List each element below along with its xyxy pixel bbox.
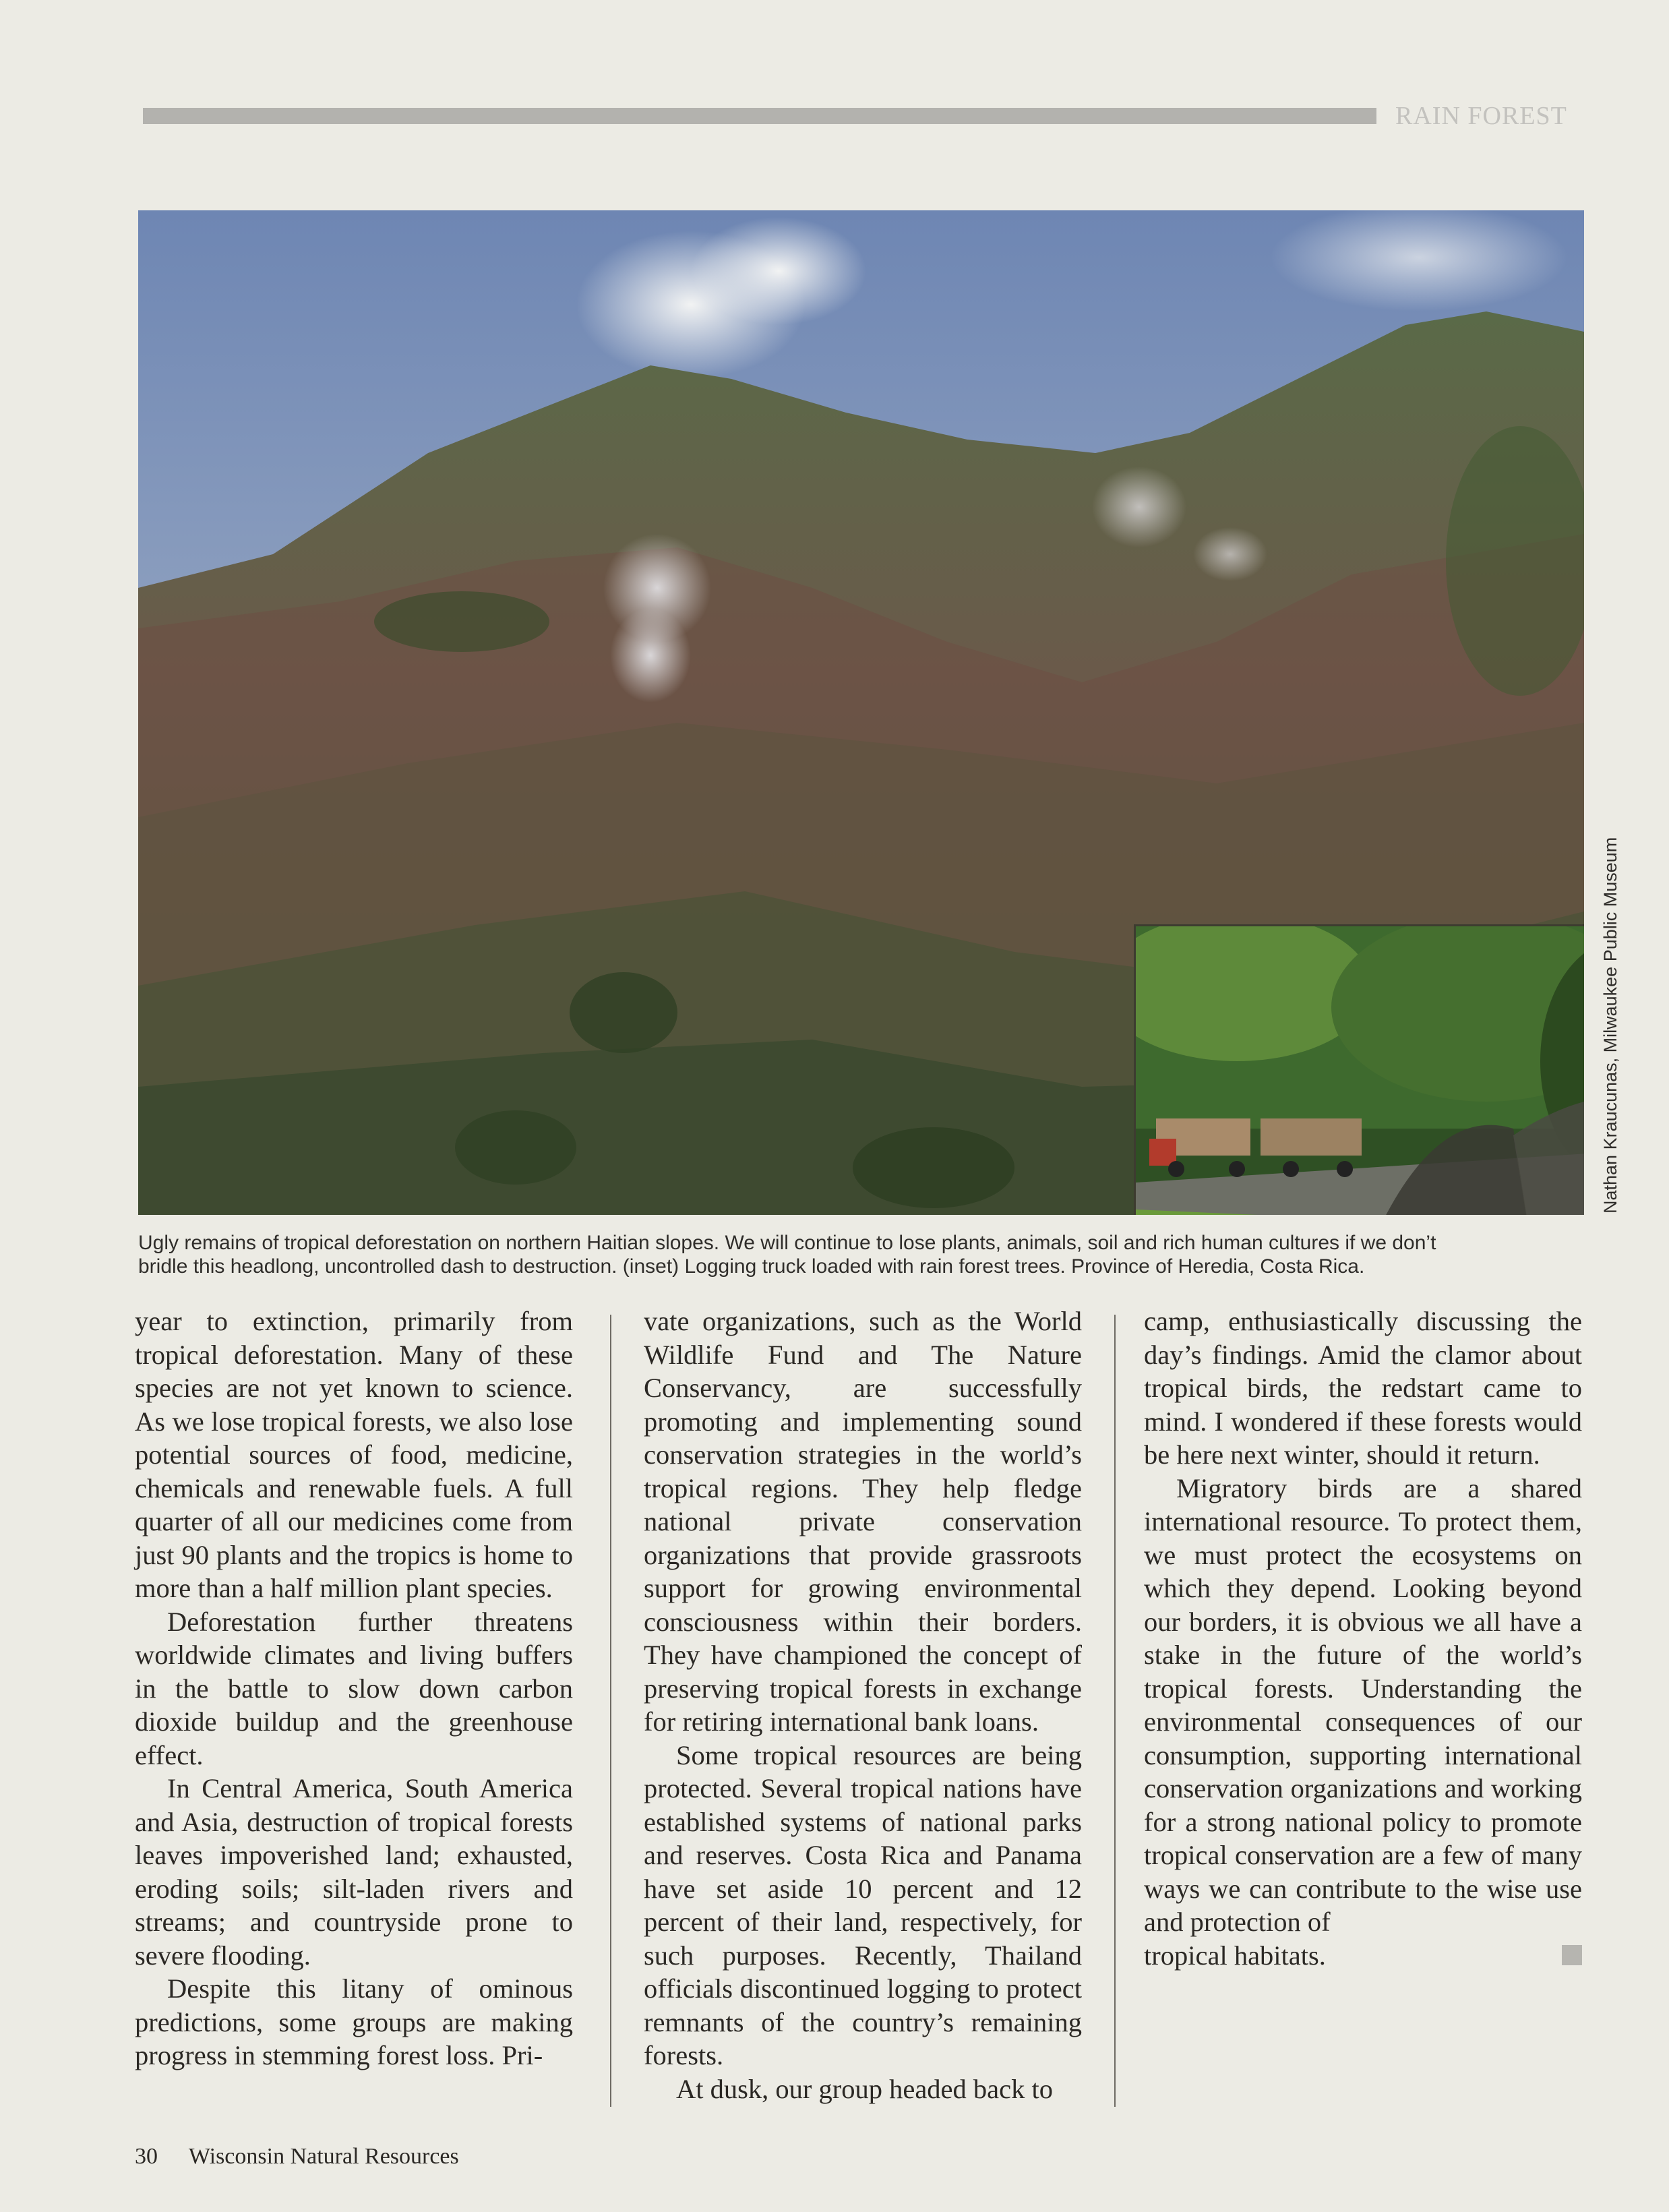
photo-credit: Nathan Kraucunas, Milwaukee Public Museum <box>1600 837 1620 1214</box>
article-column-3 <box>1144 1305 1582 1972</box>
closing-line <box>1144 1939 1582 1973</box>
article-column-1 <box>135 1305 573 2072</box>
end-mark-icon <box>1562 1945 1582 1965</box>
column-rule <box>1114 1315 1116 2107</box>
section-label: RAIN FOREST <box>1395 102 1567 130</box>
paragraph: camp, enthusiastically discussing the day’s findings. Amid the clamor about tropical birds, the redstart came to mind. I wondered if these forests would be here next winter, should it return. <box>1144 1306 1582 1470</box>
publication-name: Wisconsin Natural Resources <box>188 2144 459 2169</box>
header-rule <box>143 108 1376 124</box>
page-number: 30 <box>135 2144 158 2169</box>
paragraph: vate organizations, such as the World Wildlife Fund and The Nature Conservancy, are successfully promoting and implementing sound conservation strategies in the world’s tropical regions. They help fledge national private conservation organizations that provide grassroots support for growing environmental consciousness within their borders. They have championed the concept of preserving tropical forests in exchange for retiring international bank loans. <box>644 1306 1082 1737</box>
main-photo <box>138 210 1584 1215</box>
column-rule <box>610 1315 611 2107</box>
paragraph: year to extinction, primarily from tropical deforestation. Many of these species are not yet known to science. As we lose tropical forests, we also lose potential sources of food, medicine, chemicals and renewable fuels. A full quarter of all our medicines come from just 90 plants and the tropics is home to more than a half million plant species. <box>135 1306 573 1603</box>
page-footer <box>135 2144 459 2170</box>
closing-text: tropical habitats. <box>1144 1940 1326 1971</box>
photo-caption <box>138 1231 1587 1278</box>
paragraph: Deforestation further threatens worldwide climates and living buffers in the battle to slow down carbon dioxide buildup and the greenhouse effect. <box>135 1606 573 1770</box>
article-column-2 <box>644 1305 1082 2105</box>
paragraph: Some tropical resources are being protected. Several tropical nations have established systems of national parks and reserves. Costa Rica and Panama have set aside 10 percent and 12 percent of their land, respectively, for such purposes. Recently, Thailand officials discontinued logging to protect remnants of the country’s remaining forests. <box>644 1739 1082 2070</box>
inset-photo <box>1136 926 1584 1215</box>
caption-line-1: Ugly remains of tropical deforestation on northern Haitian slopes. We will continue to lose plants, animals, soil and rich human cultures if we don’t <box>138 1232 1436 1254</box>
paragraph: Despite this litany of ominous predictions, some groups are making progress in stemming forest loss. Pri- <box>135 1973 573 2070</box>
caption-line-2: bridle this headlong, uncontrolled dash to destruction. (inset) Logging truck loaded with rain forest trees. Province of Heredia, Costa Rica. <box>138 1255 1365 1278</box>
paragraph: At dusk, our group headed back to <box>676 2073 1053 2104</box>
paragraph: Migratory birds are a shared international resource. To protect them, we must protect the ecosystems on which they depend. Looking beyond our borders, it is obvious we all have a stake in the future of the world’s tropical forests. Understanding the environmental consequences of our consumption, supporting international conservation organizations and working for a strong national policy to promote tropical conservation are a few of many ways we can contribute to the wise use and protection of <box>1144 1472 1582 1937</box>
paragraph: In Central America, South America and Asia, destruction of tropical forests leaves impoverished land; exhausted, eroding soils; silt-laden rivers and streams; and countryside prone to severe flooding. <box>135 1773 573 1971</box>
